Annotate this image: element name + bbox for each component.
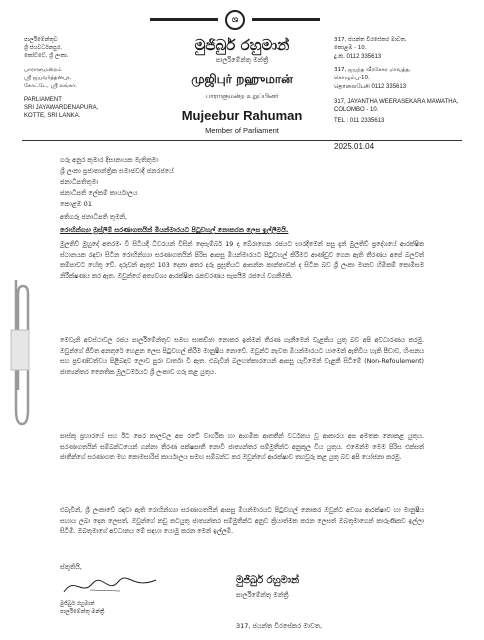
- letterhead-rule-left: [150, 18, 218, 21]
- salutation: අතිගරු ජනාධිපති තුමනි,: [60, 213, 128, 221]
- body-paragraph: මුලතිව් මුහුදේ අතරමං වී සිටියදී ධීවරයන් විසින් දෙසැම්බර් 19 දා බේරාගෙන රජයට භාරදීමෙන් පසු දැන් මුලතිව් ප්‍රදේශයේ ආරක්ෂිත ස්ථානයක රඳවා සිටින රොහින්ග්‍යා සරණාගතයින් පිරිස ආපසු මියන්මාරයට පිටුවහල් කිරීමට ආණ්ඩුව ගෙන ඇති තීරණය අපේ බලවත් කම්පාවට හේතු වේ. දරුවන් ඇතුළු 103 දෙනා අතර දරු ප්‍රසූතියට ආසන්න කාන්තාවන් ද සිටින බව ශ්‍රී ලංකා මානව හිමිකම් කොමිසම නිරීක්ෂණය කර ඇත. ඔවුන්ගේ අත්‍යවශ්‍ය ආරක්ෂිත රැකවරණය සැපයීම රජයේ වගකීමකි.: [60, 241, 424, 280]
- right-tel-tamil: தொலைபேசி 0112 335613: [334, 84, 407, 90]
- letter-date: 2025.01.04: [334, 142, 375, 151]
- signatory-role: පාර්ලිමේන්තු මන්ත්‍රී: [236, 591, 289, 599]
- mp-name-tamil: முஜிபுர் றஹுமான்: [191, 72, 293, 86]
- signatory-small-text: මුජිබුර් රහුමාන් පාර්ලිමේන්තු මන්ත්‍රී: [60, 601, 105, 615]
- left-address-tamil: பாராளுமன்றம் ஸ்ரீ ஜயவர்த்தனபுர, கோட்டே, ஸ்ரீ லங்கா.: [24, 67, 77, 89]
- body-paragraph: මෙවැනි අවස්ථාවල රජය පාර්ලිමේන්තුව සමඟ සාකච්ඡා නොකර ඉක්මන් තීරණ ගැනීමෙන් වැළකිය යුතු බව අපි අවධාරණය කරමු. ඔවුන්ගේ ජීවිත අනතුරේ හෙළන ලෙස පිටුවහල් කිරීම මානුෂීය නොවේ. ඔවුන්ට නැවත මියන්මාරයට යාමෙන් ඇතිවිය හැකි පීඩාව, හිංසනය සහ ප්‍රචණ්ඩත්වය පිළිබඳව ලොව පුරා වාර්තා වී ඇත. එබැවින් බලහත්කාරයෙන් ආපසු යැවීමෙන් වැළකී සිටීමේ (Non-Refoulement) ජාත්‍යන්තර නෛතික මූලධර්මයට ශ්‍රී ලංකාව ගරු කළ යුතුය.: [60, 337, 424, 376]
- letterhead-rule-right: [252, 18, 320, 21]
- signatory-name: මුජිබුර් රහුමාන්: [236, 575, 300, 586]
- left-address-sinhala: පාර්ලිමේන්තුව ශ්‍රී ජයවර්ධනපුර, කෝට්ටේ, ශ්‍රී ලංකා.: [24, 37, 69, 59]
- emblem-icon: ශ: [225, 10, 245, 30]
- mp-name-english: Mujeebur Rahuman: [181, 108, 303, 123]
- mp-name-sinhala: මුජිබුර් රහුමාන්: [194, 36, 290, 54]
- letterhead-divider: [22, 140, 462, 141]
- right-address-sinhala: 317, ජයන්ත වීරසේකර මාවත, කොළඹ - 10.: [334, 37, 407, 51]
- body-paragraph: පාස්කු ප්‍රහාරයේ සහ ඊට පෙර කාලවල අප රටේ වාර්ගික හා ආගමික ආතතීන් වර්ධනය වූ ආකාරය අප අමතක නොකළ යුතුය. සරණාගතයින් සම්බන්ධයෙන් ගන්නා තීරණ පක්ෂපාතී නොවී ජාත්‍යන්තර සම්මුතීන්ට අනුකූල විය යුතුය. එමෙන්ම මෙම පිරිස එක්සත් ජාතීන්ගේ සරණාගත මහ කොමසාරිස් කාර්යාලය සමඟ සම්බන්ධ කර ඔවුන්ගේ ආරක්ෂාව තහවුරු කළ යුතු බව අපි යෝජනා කරමු.: [60, 433, 424, 462]
- mp-role-english: Member of Parliament: [205, 126, 279, 135]
- recipient-line: ජනාධිපතිතුමා: [60, 178, 99, 186]
- mp-role-tamil: பாராளுமன்ற உறுப்பினர்: [205, 92, 279, 100]
- right-address-english: 317, JAYANTHA WEERASEKARA MAWATHA, COLOMBO - 10.: [334, 99, 459, 113]
- body-paragraph: එබැවින්, ශ්‍රී ලංකාවේ රඳවා ඇති රොහින්ග්‍යා සරණාගතයින් ආපසු මියන්මාරයට පිටුවහල් නොකර ඔවුන්ට අවශ්‍ය ආරක්ෂාව හා මානුෂීය සහාය ලබා දෙන ලෙසත්, ඔවුන්ගේ නඩු කටයුතු ජාත්‍යන්තර සම්මුතීන්ට අනුව ක්‍රියාත්මක කරන ලෙසත් ඔබතුමාගෙන් කාරුණිකව ඉල්ලා සිටිමි. ඔබතුමාගේ අවධානය මේ සඳහා යොමු කරන මෙන් ඉල්ලමි.: [60, 507, 424, 536]
- signature-scribble: [60, 572, 160, 598]
- right-address-tamil: 317, ஜயந்த வீரசேகர மாவத்த, கொழும்பு-10.: [334, 67, 411, 81]
- recipient-block: [60, 155, 174, 210]
- recipient-line: කොළඹ 01: [60, 200, 92, 208]
- recipient-line: ශ්‍රී ලංකා ප්‍රජාතාන්ත්‍රික සමාජවාදී ජනරජයේ: [60, 167, 174, 175]
- right-tel-sinhala: දු.ක. 0112 335613: [334, 54, 382, 60]
- signatory-address: 317, ජයන්ත වීරසේකර මාවත,: [236, 622, 323, 630]
- closing: ස්තූතියි,: [60, 563, 82, 571]
- left-address-english: PARLIAMENT SRI JAYAWARDENAPURA, KOTTE, SRI LANKA.: [24, 97, 99, 119]
- paper-clip-icon: [8, 270, 32, 430]
- letter-subject: රොහින්ග්‍යා මුස්ලිම් සරණාගතයින් මියන්මාරයට පිටුවහල් නොකරන ලෙස ඉල්ලීමයි.: [60, 226, 289, 234]
- mp-role-sinhala: පාර්ලිමේන්තු මන්ත්‍රී: [215, 56, 269, 64]
- right-tel-english: TEL : 011 2335613: [334, 118, 385, 124]
- recipient-line: ගරු අනුර කුමාර දිසානායක මැතිතුමා: [60, 156, 159, 164]
- recipient-line: ජනාධිපති ලේකම් කාර්යාලය: [60, 189, 138, 197]
